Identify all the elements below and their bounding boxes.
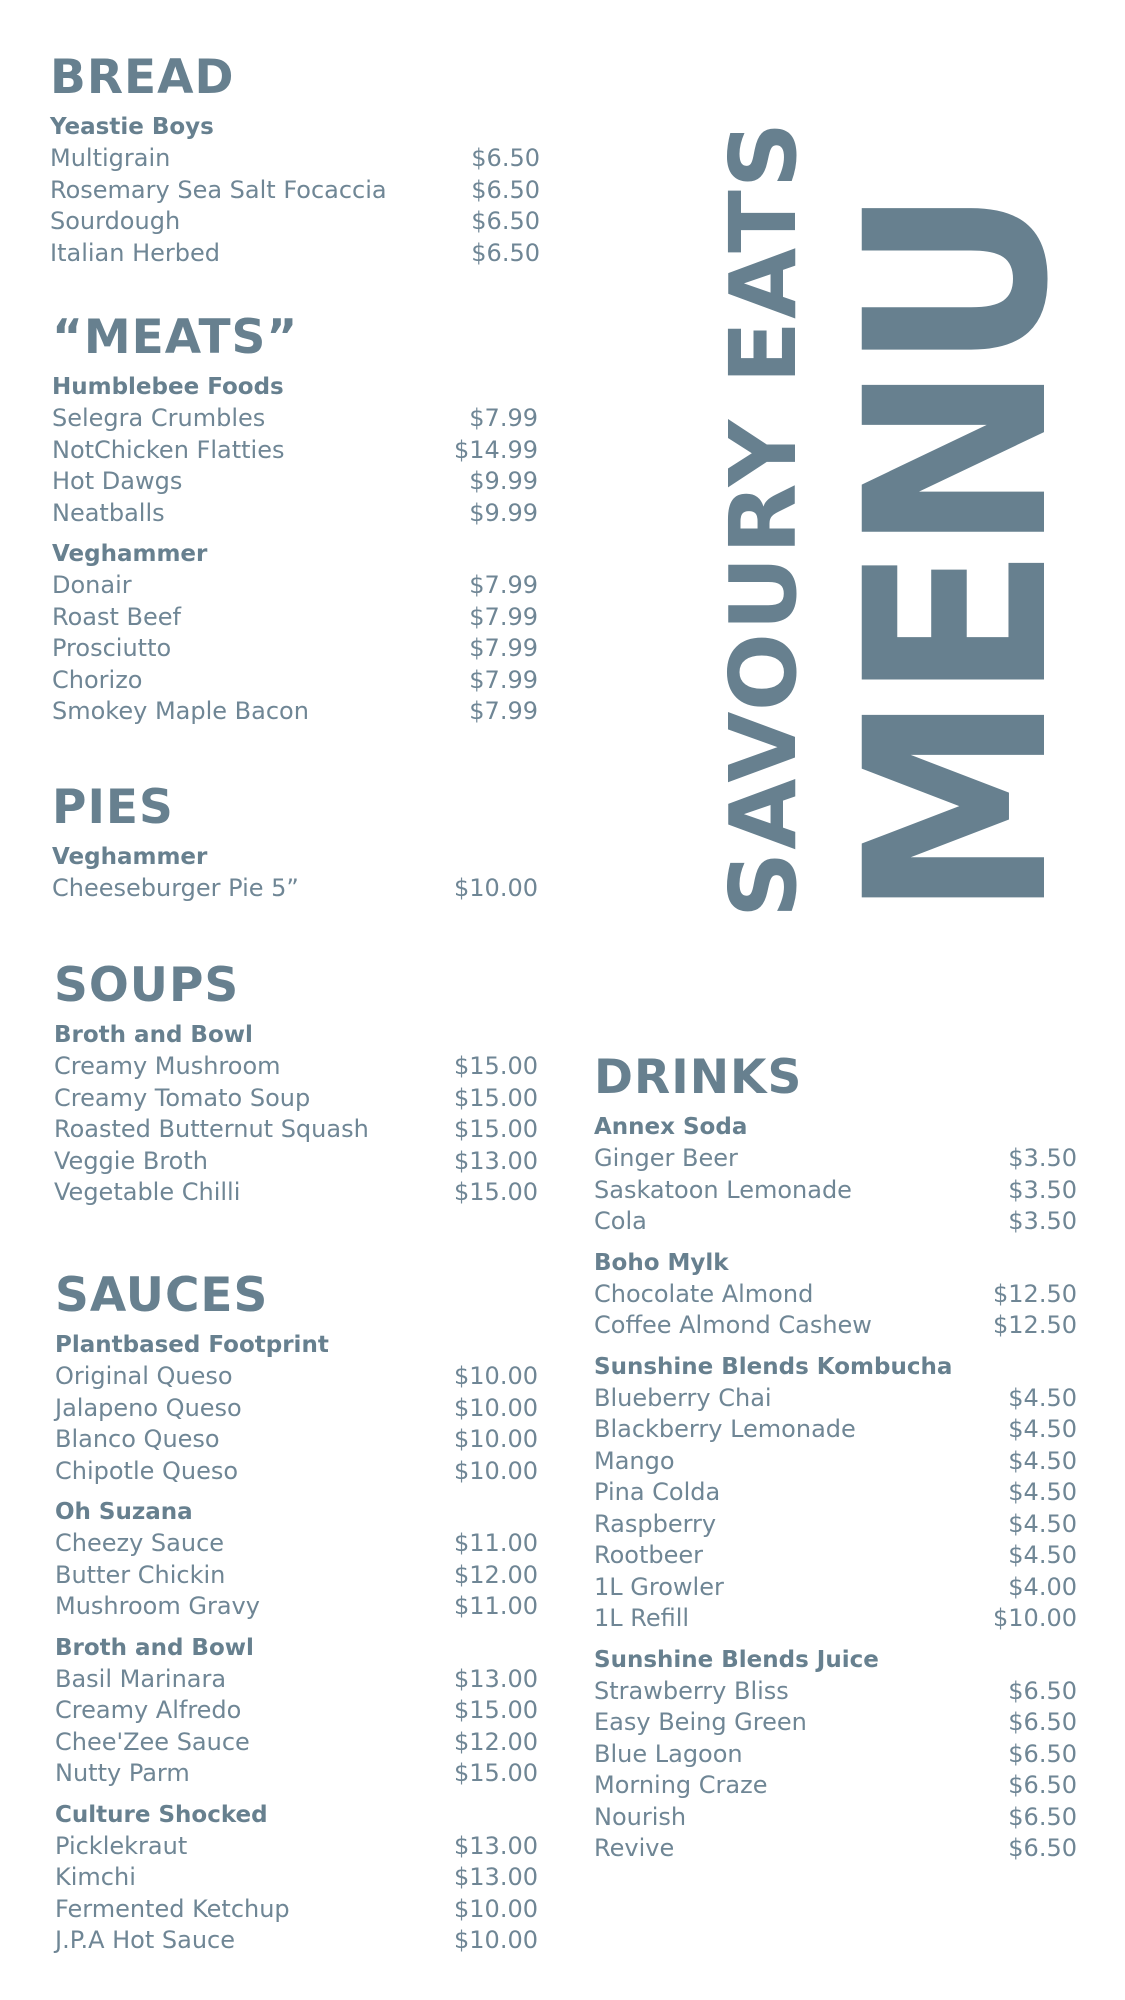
menu-item [594,1833,1077,1865]
menu-item [594,1383,1077,1415]
menu-item [594,1446,1077,1478]
menu-item [55,1664,538,1696]
menu-group [52,539,538,728]
item-price: $6.50 [1008,1771,1077,1799]
brand-name: Boho Mylk [594,1249,729,1276]
drinks-section [594,1050,1077,1875]
menu-item [55,1424,538,1456]
item-name: NotChicken Flatties [52,435,285,464]
item-price: $13.00 [454,1664,538,1693]
item-name: Fermented Ketchup [55,1894,290,1923]
item-price: $6.50 [471,238,540,267]
item-name: Mango [594,1446,675,1475]
item-name: Prosciutto [52,634,172,662]
brand-name: Annex Soda [594,1114,748,1140]
menu-item [55,1862,538,1894]
item-price: $7.99 [469,697,538,725]
item-name: Cola [594,1207,647,1235]
menu-item [50,175,540,207]
item-name: Blanco Queso [55,1425,220,1453]
item-price: $10.00 [454,1894,538,1923]
item-name: Revive [594,1834,675,1862]
brand-name: Humblebee Foods [52,374,284,400]
item-name: Chorizo [52,665,143,694]
menu-item [594,1707,1077,1739]
item-name: Hot Dawgs [52,467,183,495]
menu-item [52,403,538,435]
bread-section-title: BREAD [50,50,235,105]
item-name: Sourdough [50,207,181,235]
menu-item [55,1758,538,1790]
item-name: Picklekraut [55,1831,188,1860]
soups-section [54,958,538,1219]
item-price: $6.50 [1008,1739,1077,1768]
item-price: $10.00 [454,1362,538,1390]
brand-name: Broth and Bowl [55,1634,254,1661]
item-price: $12.00 [454,1560,538,1589]
item-name: Rosemary Sea Salt Focaccia [50,175,387,204]
item-price: $15.00 [454,1696,538,1724]
item-name: Pina Colda [594,1478,721,1506]
item-name: Butter Chickin [55,1560,226,1589]
item-price: $9.99 [469,498,538,527]
item-price: $15.00 [454,1115,538,1143]
item-name: Roasted Butternut Squash [54,1115,369,1143]
item-name: Ginger Beer [594,1144,738,1172]
menu-item [594,1770,1077,1802]
menu-item [55,1560,538,1592]
menu-group [55,1633,538,1790]
item-price: $4.50 [1008,1509,1077,1538]
item-price: $10.00 [454,1926,538,1954]
item-price: $7.99 [469,404,538,432]
item-price: $13.00 [454,1831,538,1860]
item-price: $4.50 [1008,1446,1077,1475]
item-price: $3.50 [1008,1144,1077,1172]
item-name: Creamy Mushroom [54,1052,281,1080]
item-name: Nutty Parm [55,1759,190,1787]
brand-name: Veghammer [52,541,208,567]
menu-item [52,873,538,905]
item-price: $4.00 [1008,1572,1077,1601]
item-name: Vegetable Chilli [54,1178,241,1206]
menu-item [55,1695,538,1727]
item-name: Chipotle Queso [55,1456,239,1485]
sauces-section [55,1268,538,1967]
item-price: $13.00 [454,1863,538,1891]
item-price: $7.99 [469,634,538,662]
menu-item [52,435,538,467]
item-price: $4.50 [1008,1541,1077,1569]
item-price: $15.00 [454,1083,538,1112]
item-price: $4.50 [1008,1383,1077,1412]
item-price: $7.99 [469,571,538,599]
item-name: Italian Herbed [50,238,220,267]
item-price: $6.50 [471,144,540,172]
menu-item [55,1393,538,1425]
item-name: Donair [52,571,132,599]
menu-item [54,1146,538,1178]
item-name: Coffee Almond Cashew [594,1311,872,1339]
item-name: Neatballs [52,498,165,527]
menu-item [594,1540,1077,1572]
menu-item [594,1175,1077,1207]
item-name: Nourish [594,1802,687,1831]
menu-item [52,696,538,728]
menu-item [594,1603,1077,1635]
item-price: $7.99 [469,602,538,631]
menu-group [55,1800,538,1957]
item-price: $10.00 [993,1604,1077,1632]
menu-group [50,112,540,269]
brand-name: Plantbased Footprint [55,1332,329,1358]
item-price: $10.00 [454,1393,538,1422]
bread-section [50,50,540,279]
menu-item [54,1051,538,1083]
menu-item [594,1206,1077,1238]
menu-item [54,1083,538,1115]
item-price: $10.00 [454,1456,538,1485]
item-name: Raspberry [594,1509,717,1538]
item-price: $12.50 [993,1311,1077,1339]
item-name: Strawberry Bliss [594,1676,789,1705]
item-name: Veggie Broth [54,1146,208,1175]
item-price: $15.00 [454,1759,538,1787]
item-name: Selegra Crumbles [52,404,266,432]
item-price: $4.50 [1008,1415,1077,1443]
item-price: $15.00 [454,1178,538,1206]
pies-section [52,780,538,915]
item-name: Smokey Maple Bacon [52,697,309,725]
item-name: Chee'Zee Sauce [55,1727,250,1756]
item-price: $6.50 [1008,1676,1077,1705]
menu-item [52,570,538,602]
item-name: Blue Lagoon [594,1739,743,1768]
item-name: Roast Beef [52,602,181,631]
sauces-section-title: SAUCES [55,1268,269,1323]
menu-group [594,1645,1077,1865]
menu-item [594,1572,1077,1604]
menu-item [55,1591,538,1623]
menu-item [55,1894,538,1926]
item-name: 1L Growler [594,1572,724,1601]
menu-group [594,1112,1077,1238]
menu-item [52,466,538,498]
item-price: $7.99 [469,665,538,694]
menu-group [54,1020,538,1209]
item-name: Jalapeno Queso [55,1393,242,1422]
menu-item [594,1279,1077,1311]
meats-section [52,310,538,738]
menu-item [594,1802,1077,1834]
item-price: $4.50 [1008,1478,1077,1506]
item-name: Rootbeer [594,1541,704,1569]
item-name: Blackberry Lemonade [594,1415,856,1443]
menu-item [52,498,538,530]
menu-item [594,1414,1077,1446]
menu-item [594,1310,1077,1342]
item-name: 1L Refill [594,1604,690,1632]
menu-group [52,372,538,529]
item-price: $12.00 [454,1727,538,1756]
item-name: Basil Marinara [55,1664,227,1693]
item-name: Cheeseburger Pie 5” [52,874,299,902]
drinks-section-title: DRINKS [594,1050,803,1105]
item-price: $3.50 [1008,1175,1077,1204]
brand-name: Sunshine Blends Kombucha [594,1353,953,1380]
menu-item [55,1831,538,1863]
menu-item [594,1477,1077,1509]
menu-subtitle: SAVOURY EATS [710,119,817,918]
item-name: Original Queso [55,1362,233,1390]
item-price: $14.99 [454,435,538,464]
item-name: Saskatoon Lemonade [594,1175,852,1204]
item-price: $6.50 [471,207,540,235]
menu-item [50,238,540,270]
item-name: Cheezy Sauce [55,1529,225,1557]
brand-name: Veghammer [52,844,208,870]
brand-name: Oh Suzana [55,1499,193,1525]
brand-name: Yeastie Boys [50,114,214,140]
pies-section-title: PIES [52,780,174,835]
menu-item [50,206,540,238]
menu-item [54,1177,538,1209]
menu-item [54,1114,538,1146]
menu-item [55,1456,538,1488]
menu-group [594,1352,1077,1635]
item-name: Mushroom Gravy [55,1592,260,1620]
item-name: Blueberry Chai [594,1383,772,1412]
menu-item [52,665,538,697]
menu-group [594,1248,1077,1342]
item-name: Multigrain [50,144,171,172]
brand-name: Broth and Bowl [54,1022,253,1048]
item-price: $11.00 [454,1592,538,1620]
brand-name: Culture Shocked [55,1801,268,1828]
soups-section-title: SOUPS [54,958,240,1013]
menu-item [55,1727,538,1759]
item-name: Creamy Tomato Soup [54,1083,311,1112]
item-price: $10.00 [454,874,538,902]
menu-group [52,842,538,905]
item-price: $6.50 [1008,1708,1077,1736]
item-name: Creamy Alfredo [55,1696,242,1724]
item-price: $9.99 [469,467,538,495]
menu-item [594,1143,1077,1175]
menu-item [594,1676,1077,1708]
item-price: $15.00 [454,1052,538,1080]
menu-item [52,602,538,634]
menu-item [50,143,540,175]
item-name: J.P.A Hot Sauce [55,1926,235,1954]
menu-item [55,1361,538,1393]
brand-name: Sunshine Blends Juice [594,1646,879,1673]
item-price: $6.50 [1008,1802,1077,1831]
meats-section-title: “MEATS” [52,310,299,365]
menu-group [55,1497,538,1623]
menu-item [55,1528,538,1560]
menu-item [594,1739,1077,1771]
item-price: $12.50 [993,1279,1077,1308]
item-name: Easy Being Green [594,1708,807,1736]
item-price: $6.50 [1008,1834,1077,1862]
menu-item [594,1509,1077,1541]
menu-item [55,1925,538,1957]
item-price: $13.00 [454,1146,538,1175]
menu-item [52,633,538,665]
menu-group [55,1330,538,1487]
item-price: $11.00 [454,1529,538,1557]
item-price: $10.00 [454,1425,538,1453]
menu-title: MENU [812,193,1103,918]
item-price: $3.50 [1008,1207,1077,1235]
item-price: $6.50 [471,175,540,204]
item-name: Chocolate Almond [594,1279,814,1308]
item-name: Kimchi [55,1863,136,1891]
item-name: Morning Craze [594,1771,768,1799]
